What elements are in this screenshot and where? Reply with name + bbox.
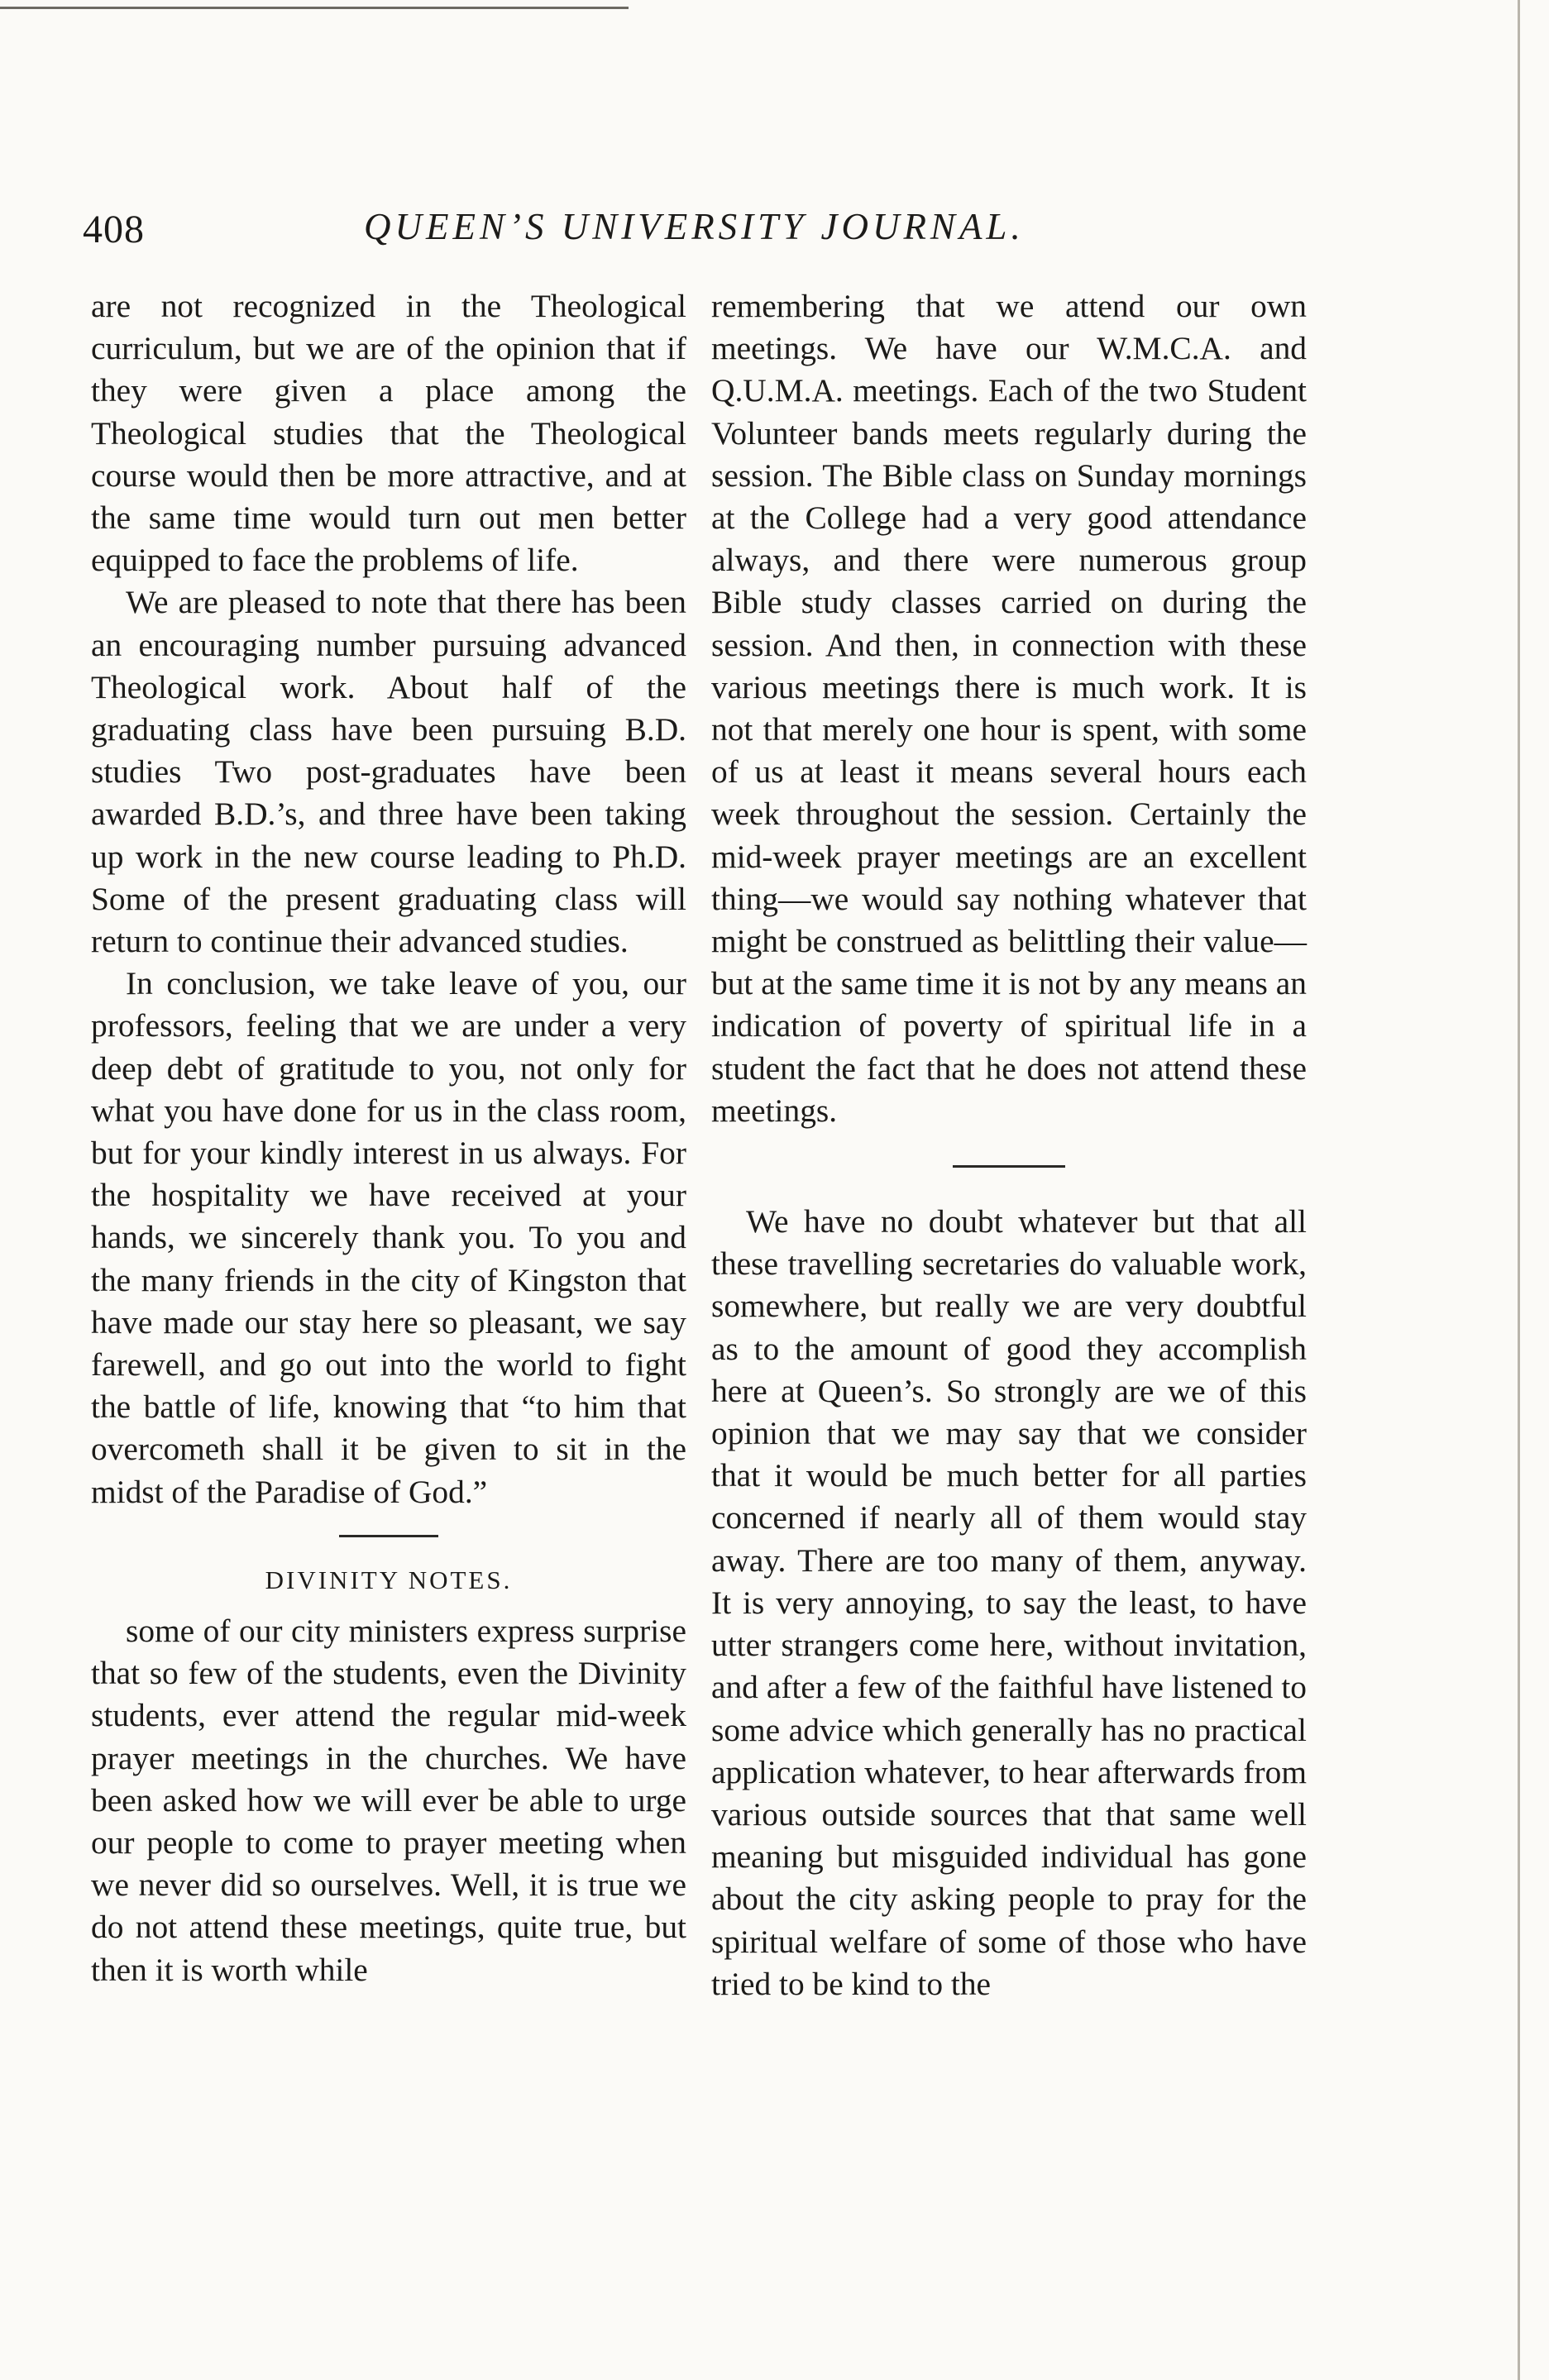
running-head-title: QUEEN’S UNIVERSITY JOURNAL. xyxy=(364,206,1025,247)
left-paragraph-2: We are pleased to note that there has been an encouraging number pursuing advanced Theological work. About half of the graduating class have been pursuing B.D. studies Two post-graduates have been awarded B.D.’s, and three have been taking up work in the new course leading to Ph.D. Some of the present graduating class will return to continue their advanced studies. xyxy=(91,584,686,960)
right-paragraph-2: We have no doubt whatever but that all these travelling secretaries do valuable work, somewhere, but really we are very doubtful as to the amount of good they accomplish here at Queen’s. So strongly are we of this opinion that we may say that we consider that it would be much better for all parties concerned if nearly all of them would stay away. There are too many of them, anyway. It is very annoying, to say the least, to have utter strangers come here, without invitation, and after a few of the faithful have listened to some advice which generally has no practical application whatever, to hear afterwards from various outside sources that that same well meaning but misguided individual has gone about the city asking people to pray for the spiritual welfare of some of those who have tried to be kind to the xyxy=(711,1203,1307,2002)
section-heading-divinity-notes: DIVINITY NOTES. xyxy=(265,1565,513,1594)
right-column xyxy=(711,285,1307,2005)
left-paragraph-3: In conclusion, we take leave of you, our professors, feeling that we are under a very deep debt of gratitude to you, not only for what you have done for us in the class room, but for your kindly interest in us always. For the hospitality we have received at your hands, we sincerely thank you. To you and the many friends in the city of Kingston that have made our stay here so pleasant, we say farewell, and go out into the world to fight the battle of life, knowing that “to him that overcometh shall it be given to sit in the midst of the Paradise of God.” xyxy=(91,965,686,1510)
left-column xyxy=(91,285,686,1991)
section-divider xyxy=(953,1165,1065,1168)
page-number: 408 xyxy=(83,208,145,251)
right-paragraph-1: remembering that we attend our own meetings. We have our W.M.C.A. and Q.U.M.A. meetings. Each of the two Student Volunteer bands meets regularly during the session. The Bible class on Sunday mornings at the College had a very good attendance always, and there were numerous group Bible study classes carried on during the session. And then, in connection with these various meetings there is much work. It is not that merely one hour is spent, with some of us at least it means several hours each week throughout the session. Certainly the mid-week prayer meetings are an excellent thing—we would say nothing whatever that might be construed as belittling their value—but at the same time it is not by any means an indication of poverty of spiritual life in a student the fact that he does not attend these meetings. xyxy=(711,288,1307,1129)
scan-right-edge-line xyxy=(1518,0,1520,2380)
scan-top-edge-line xyxy=(0,7,629,9)
left-paragraph-4: some of our city ministers express surprise that so few of the students, even the Divinity students, ever attend the regular mid-week prayer meetings in the churches. We have been asked how we will ever be able to urge our people to come to prayer meeting when we never did so ourselves. Well, it is true we do not attend these meetings, quite true, but then it is worth while xyxy=(91,1612,686,1988)
section-divider xyxy=(339,1535,438,1537)
left-paragraph-1: are not recognized in the Theological curriculum, but we are of the opinion that if they were given a place among the Theological studies that the Theological course would then be more attractive, and at the same time would turn out men better equipped to face the problems of life. xyxy=(91,288,686,579)
